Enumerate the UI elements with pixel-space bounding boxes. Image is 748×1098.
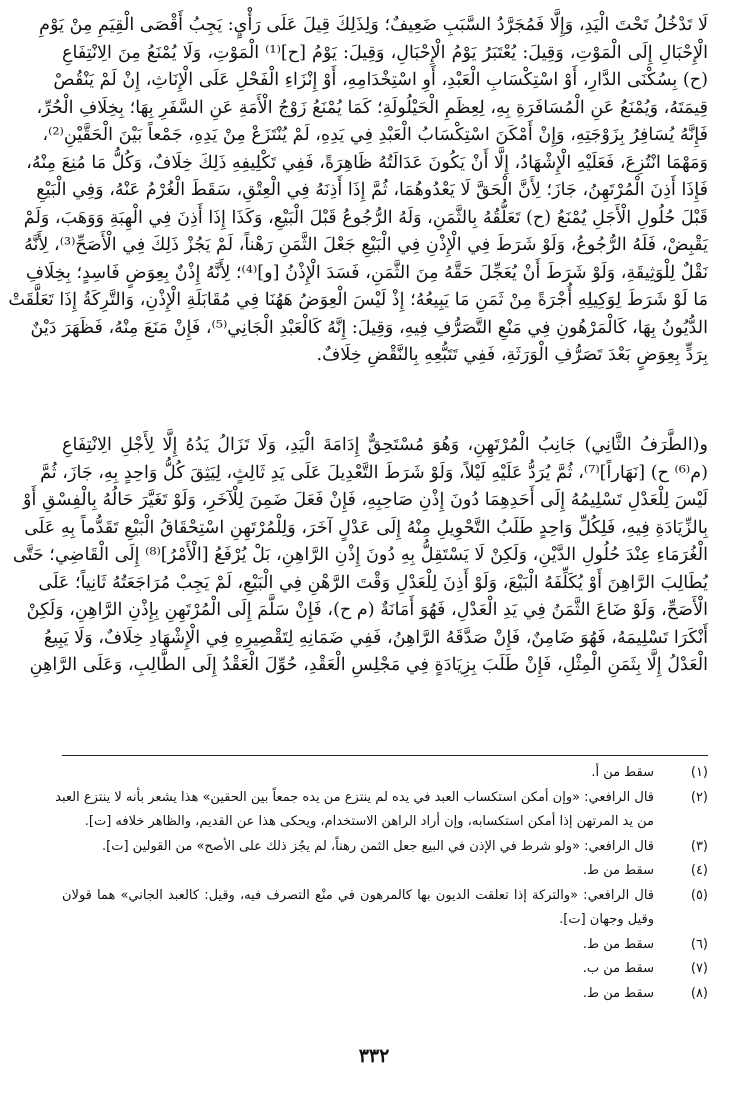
- footnote: [62, 884, 708, 933]
- footnote-text: قال الرافعي: «وإن أمكن استكساب العبد في يده لم ينتزع من يده جمعاً بين الحقين» هذا يشعر بأنه لا ينتزع العبد: [55, 789, 654, 805]
- text-line: مَا لَوْ شَرَطَ لِوَكِيلِهِ أُجْرَةً مِنْ ثَمَنِ مَا يَبِيعُهُ؛ إِذْ لَيْسَ الْعِوَضُ هَهُنَا فِي مُقَابَلَةِ الْإِذْنِ، وَالتَّرِكَةُ إِذَا تَعَلَّقَتْ: [8, 290, 708, 310]
- page-number: ٣٣٢: [358, 1045, 390, 1067]
- text-line: قِيمَتَهُ، وَيُمْنَعُ عَنِ الْمُسَافَرَةِ بِهِ، لِعِظَمِ الْحَيْلُولَةِ؛ كَمَا يُمْنَعُ زَوْجُ الْأَمَةِ عَنِ السَّفَرِ بِهَا؛ بِخِلَافِ الْحُرِّ،: [36, 97, 708, 118]
- text-line: فَإِذَا أَذِنَ الْمُرْتَهِنُ، جَازَ؛ لِأَنَّ الْحَقَّ لَا يَعْدُوهُمَا، ثُمَّ إِذَا أَذِنَهُ فِي الْعِتْقِ، سَقَطَ الْغُرْمُ عَنْهُ، وَفِي الْبَيْعِ: [36, 180, 708, 200]
- text-line: لَيْسَ لِلْعَدْلِ تَسْلِيمُهُ إِلَى أَحَدِهِمَا دُونَ إِذْنِ صَاحِبِهِ، فَإِنْ فَعَلَ ضَمِنَ لِلْآخَرِ، وَلَوْ تَغَيَّرَ حَالُهُ بِالْفِسْقِ أَوْ: [23, 490, 708, 510]
- text-line: لَا تَدْخُلُ تَحْتَ الْيَدِ، وَإِلَّا فَمُجَرَّدُ السَّبَبِ ضَعِيفٌ؛ وَلِذَلِكَ قِيلَ عَلَى رَأْيٍ: يَجِبُ أَقْصَى الْقِيَمِ مِنْ يَوْمِ: [39, 15, 708, 35]
- paragraph-1: [8, 12, 709, 370]
- footnote: [62, 957, 708, 982]
- footnote-number: (٦): [690, 936, 708, 952]
- text-line: فَإِنَّهُ يُسَافِرُ بِزَوْجَتِهِ، وَإِنْ أَمْكَنَ اسْتِكْسَابُ الْعَبْدِ فِي يَدِهِ، لَمْ يُنْتَزَعْ مِنْ يَدِهِ، جَمْعاً بَيْنَ الْحَقَّيْنِ⁽²⁾،: [42, 125, 708, 145]
- footnote-text: وقيل وجهان [ت].: [559, 912, 654, 927]
- footnote-number: (١): [690, 765, 708, 780]
- footnote-number: (٤): [690, 863, 708, 878]
- text-line: الدُّيُونُ بِهَا، كَالْمَرْهُونِ فِي مَنْعِ التَّصَرُّفِ فِيهِ، وَقِيلَ: إِنَّهُ كَالْعَبْدِ الْجَانِي⁽⁵⁾، فَإِنْ مَنَعَ مِنْهُ، فَظَهَرَ دَيْنٌ: [30, 317, 708, 338]
- paragraph-2: [12, 432, 708, 680]
- text-line: و(الطَّرَفُ الثَّانِي) جَانِبُ الْمُرْتَهِنِ، وَهُوَ مُسْتَحِقٌّ إِدَامَةَ الْيَدِ، وَلَا تَزَالُ يَدُهُ إِلَّا لِأَجْلِ الِانْتِفَاعِ: [62, 435, 708, 455]
- text-line: يُطَالِبَ الرَّاهِنَ أَوْ يُكَلِّفَهُ الْبَيْعَ، وَلَوْ أَذِنَ لِلْعَدْلِ وَقْتَ الرَّهْنِ فِي الْبَيْعِ، لَمْ يَجِبْ مُرَاجَعَتُهُ ثَانِياً؛ عَلَى: [38, 572, 708, 593]
- text-line: الْعَدْلُ إِلَّا بِثَمَنِ الْمِثْلِ، فَإِنْ طَلَبَ بِزِيَادَةٍ فِي مَجْلِسِ الْعَقْدِ، حُوِّلَ الْعَقْدُ إِلَى الطَّالِبِ، وَعَلَى الرَّاهِنِ: [29, 655, 708, 675]
- footnotes: [55, 761, 708, 1006]
- footnote-separator: [62, 755, 708, 756]
- footnote-text: سقط من ب.: [582, 961, 654, 976]
- footnote-number: (٥): [690, 887, 708, 903]
- text-line: الْأَصَحِّ، وَلَوْ ضَاعَ الثَّمَنُ فِي يَدِ الْعَدْلِ، فَهُوَ أَمَانَةٌ (م ح)، فَإِنْ سَلَّمَ إِلَى الْمُرْتَهِنِ بِإِذْنِ الرَّاهِنِ، وَلَكِنْ: [26, 600, 708, 620]
- text-line: أَنْكَرَا تَسْلِيمَهُ، فَهُوَ ضَامِنٌ، فَإِنْ صَدَّقَهُ الرَّاهِنُ، فَفِي ضَمَانِهِ لِتَقْصِيرِهِ فِي الْإِشْهَادِ خِلَافٌ، وَلَا يَبِيعُ: [43, 627, 708, 648]
- footnote: [55, 786, 708, 835]
- text-line-last: بِرَدٍّ بِعِوَضٍ بَعْدَ تَصَرُّفِ الْوَرَثَةِ، فَفِي تَتَبُّعِهِ بِالنَّقْضِ خِلَافٌ.: [316, 345, 708, 365]
- text-line: الْإِحْبَالِ إِلَى الْمَوْتِ، وَقِيلَ: يُعْتَبَرُ يَوْمُ الْإِحْبَالِ، وَقِيلَ: يَوْمُ [ح]⁽¹⁾ الْمَوْتِ، وَلَا يُمْنَعُ مِنَ الِانْتِفَاعِ: [62, 42, 709, 63]
- footnote: [62, 982, 708, 1007]
- footnote-text: قال الرافعي: «ولو شرط في الإذن في البيع جعل الثمن رهناً، لم يجُز ذلك على الأصح» من القولين [ت].: [102, 838, 654, 854]
- footnote-text: سقط من ط.: [582, 863, 654, 878]
- footnote-number: (٢): [690, 789, 708, 805]
- text-line: الْغُرَمَاءِ عِنْدَ حُلُولِ الدَّيْنِ، وَلَكِنْ لَا يَسْتَقِلُّ بِهِ دُونَ إِذْنِ الرَّاهِنِ، بَلْ يُرْفَعُ [الْأَمْرُ]⁽⁸⁾ إِلَى الْقَاضِي؛ حَتَّى: [12, 545, 708, 565]
- footnote-number: (٣): [690, 838, 708, 854]
- text-line: (ح) بِسُكْنَى الدَّارِ، أَوْ اسْتِكْسَابِ الْعَبْدِ، أَوِ اسْتِخْدَامِهِ، أَوْ إِنْزَاءِ الْفَحْلِ عَلَى الْإِنَاثِ، إِنْ لَمْ يَنْقُصْ: [53, 70, 708, 90]
- footnote: [62, 761, 708, 786]
- footnote: [62, 835, 708, 860]
- footnote-text: قال الرافعي: «والتركة إذا تعلقت الديون بها كالمرهون في منْع التصرف فيه، وقيل: كالعبد الجاني» هما قولان: [62, 887, 654, 903]
- footnote-text: سقط من أ.: [591, 765, 654, 780]
- text-line: بِالزِّيَادَةِ فِيهِ، فَلِكُلِّ وَاحِدٍ طَلَبُ التَّحْوِيلِ مِنْهُ إِلَى عَدْلٍ آخَرَ، وَلِلْمُرْتَهِنِ اسْتِحْقَاقُ الْبَيْعِ تَقَدُّماً بِهِ عَلَى: [24, 517, 708, 538]
- footnote: [62, 933, 708, 958]
- footnote: [62, 859, 708, 884]
- text-line: يَقْبِضْ، فَلَهُ الرُّجُوعُ، وَلَوْ شَرَطَ فِي الْإِذْنِ فِي الْبَيْعِ جَعْلَ الثَّمَنِ رَهْناً، لَمْ يَجُزْ ذَلِكَ فِي الْأَصَحِّ⁽³⁾، لِأَنَّهُ: [24, 235, 708, 255]
- footnote-text: سقط من ط.: [582, 936, 654, 952]
- footnote-number: (٨): [690, 985, 708, 1001]
- footnote-text: من يد المرتهن إذا أمكن استكسابه، وإن أراد الراهن الاستخدام، ويحكى هذا عن القديم، والظاهر خلافه [ت].: [84, 814, 654, 829]
- footnote-text: سقط من ط.: [582, 985, 654, 1001]
- text-line: (م⁽⁶⁾ ح) [نَهَاراً]⁽⁷⁾، ثُمَّ يُرَدُّ عَلَيْهِ لَيْلاً، وَلَوْ شَرَطَ التَّعْدِيلَ عَلَى يَدِ ثَالِثٍ، لِيَثِقَ كُلُّ وَاحِدٍ بِهِ، جَازَ، ثُمَّ: [40, 462, 708, 483]
- text-line: قَبْلَ حُلُولِ الْأَجَلِ يُمْنَعُ (ح) تَعَلُّقُهُ بِالثَّمَنِ، وَلَهُ الرُّجُوعُ قَبْلَ الْبَيْعِ، وَكَذَا إِذَا أَذِنَ فِي الْهِبَةِ وَوَهَبَ، وَلَمْ: [23, 207, 708, 228]
- text-line: نَقْلٌ لِلْوَثِيقَةِ، وَلَوْ شَرَطَ أَنْ يُعَجِّلَ حَقَّهُ مِنَ الثَّمَنِ، فَسَدَ الْإِذْنُ [و]⁽⁴⁾؛ لِأَنَّهُ إِذْنٌ بِعِوَضٍ فَاسِدٍ؛ بِخِلَافِ: [25, 262, 708, 283]
- footnote-number: (٧): [690, 961, 708, 976]
- text-line: وَمَهْمَا انْتُزِعَ، فَعَلَيْهِ الْإِشْهَادُ، إِلَّا أَنْ يَكُونَ عَدَالَتُهُ ظَاهِرَةً، فَفِي تَكْلِيفِهِ ذَلِكَ خِلَافٌ، وَكُلُّ مَا مُنِعَ مِنْهُ،: [26, 152, 708, 173]
